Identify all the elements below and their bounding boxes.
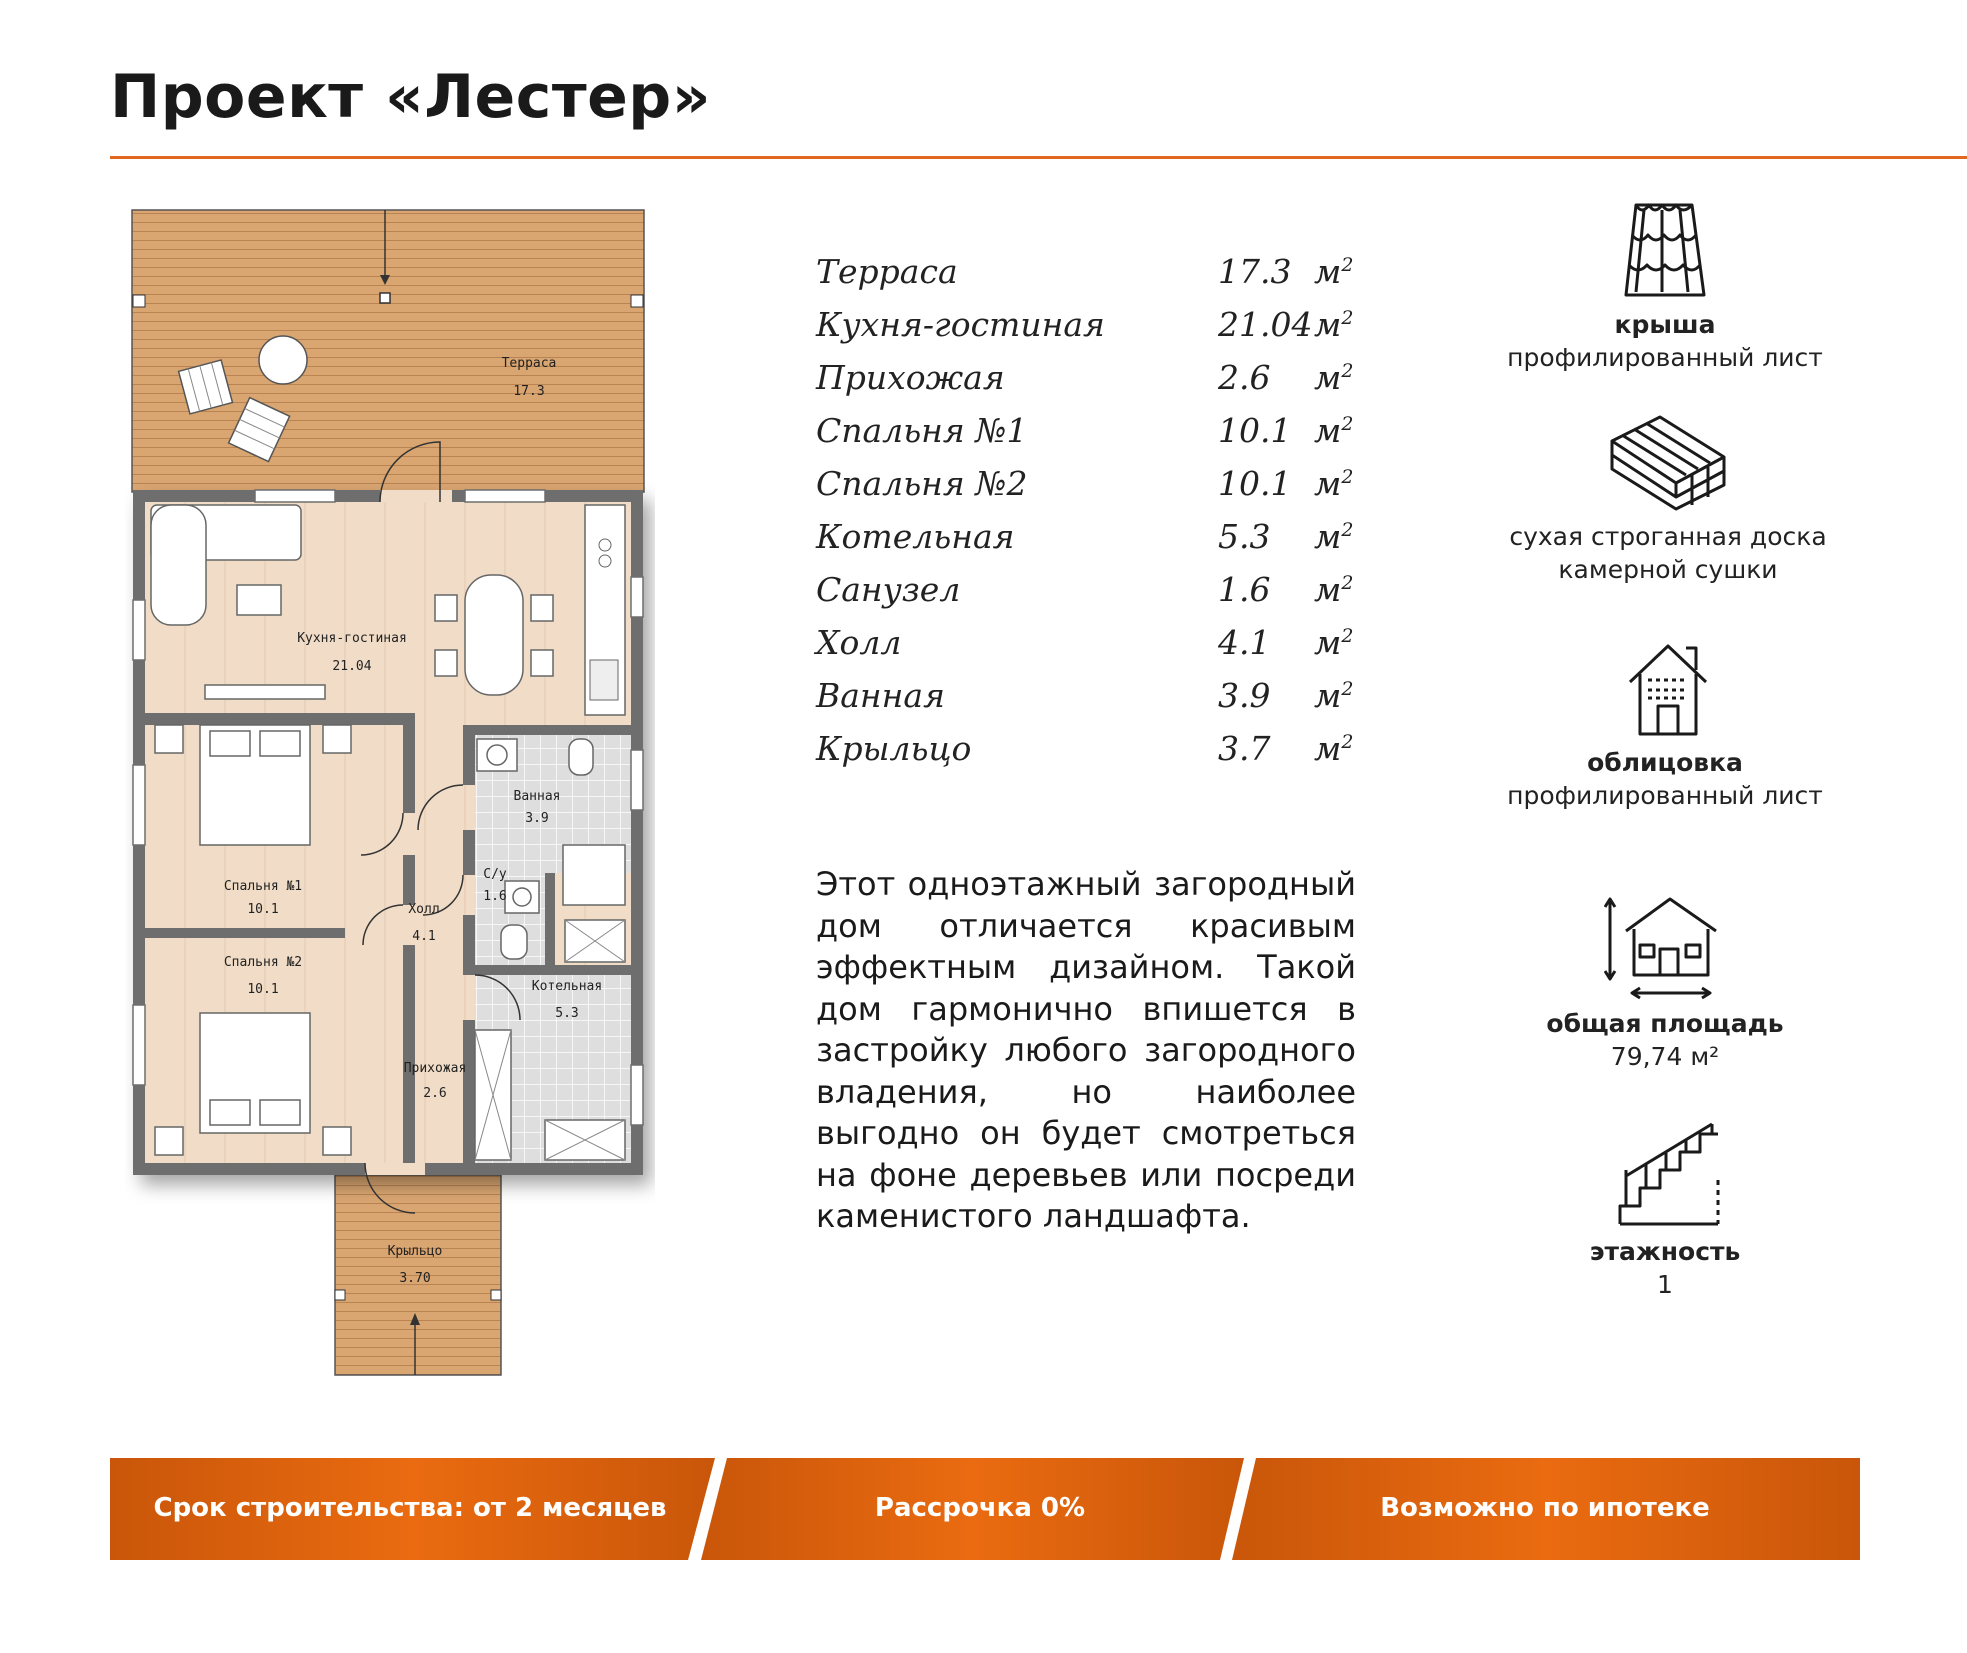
room-name: Котельная — [816, 517, 1015, 556]
room-unit: $м^2$ — [1314, 676, 1354, 715]
room-area-value: 1.6 — [1218, 570, 1271, 609]
boiler-label: Котельная — [531, 979, 603, 994]
room-name: Спальня №1 — [816, 411, 1028, 450]
entry-label: Прихожая — [403, 1061, 467, 1076]
room-row — [816, 623, 1356, 676]
room-area-value: 3.7 — [1218, 729, 1271, 768]
bedroom2-area: 10.1 — [247, 982, 279, 997]
timber-boards-icon — [1608, 413, 1728, 511]
hall-label: Холл — [408, 902, 440, 917]
feature-label: крыша — [1614, 310, 1716, 339]
hall-area: 4.1 — [412, 929, 436, 944]
bedroom1-area: 10.1 — [247, 902, 279, 917]
room-unit: $м^2$ — [1314, 358, 1354, 397]
room-name: Кухня-гостиная — [816, 305, 1105, 344]
porch-label: Крыльцо — [387, 1244, 443, 1259]
boiler-area: 5.3 — [555, 1006, 579, 1021]
room-name: Санузел — [816, 570, 961, 609]
room-area-value: 5.3 — [1218, 517, 1271, 556]
bedroom1-label: Спальня №1 — [223, 879, 303, 894]
construction-time-label: Срок строительства: от 2 месяцев — [153, 1493, 667, 1523]
installment-label: Рассрочка 0% — [874, 1493, 1086, 1523]
room-area-value: 3.9 — [1218, 676, 1271, 715]
house-cladding-icon — [1626, 640, 1710, 736]
kitchen-label: Кухня-гостиная — [297, 631, 407, 646]
room-unit: $м^2$ — [1314, 623, 1354, 662]
room-unit: $м^2$ — [1314, 252, 1354, 291]
room-row — [816, 411, 1356, 464]
bathroom-area: 3.9 — [525, 811, 549, 826]
feature-floors — [1455, 1235, 1875, 1301]
feature-area — [1455, 1007, 1875, 1073]
wc-label: С/у — [483, 867, 507, 882]
room-row — [816, 729, 1356, 782]
feature-roof — [1455, 308, 1875, 374]
page-title: Проект «Лестер» — [110, 62, 711, 132]
room-row — [816, 517, 1356, 570]
title-divider — [110, 156, 1967, 159]
room-unit: $м^2$ — [1314, 305, 1354, 344]
room-row — [816, 305, 1356, 358]
room-row — [816, 676, 1356, 729]
feature-value: 79,74 м² — [1610, 1042, 1720, 1071]
feature-label: облицовка — [1587, 748, 1743, 777]
kitchen-area: 21.04 — [332, 659, 372, 674]
room-unit: $м^2$ — [1314, 570, 1354, 609]
terrace-deck — [132, 210, 644, 492]
room-unit: $м^2$ — [1314, 411, 1354, 450]
feature-cladding — [1455, 746, 1875, 812]
roof-tiles-icon — [1622, 200, 1708, 300]
room-area-value: 17.3 — [1218, 252, 1292, 291]
house-area-icon — [1604, 895, 1724, 1005]
room-name: Холл — [816, 623, 902, 662]
feature-value: профилированный лист — [1507, 343, 1823, 372]
feature-value: 1 — [1657, 1270, 1673, 1299]
porch-area: 3.70 — [399, 1271, 431, 1286]
feature-label: этажность — [1589, 1237, 1741, 1266]
feature-label: общая площадь — [1546, 1009, 1784, 1038]
room-area-value: 10.1 — [1218, 411, 1292, 450]
room-areas-table — [816, 252, 1356, 782]
room-row — [816, 570, 1356, 623]
bathroom-label: Ванная — [513, 789, 561, 804]
room-unit: $м^2$ — [1314, 517, 1354, 556]
room-row — [816, 464, 1356, 517]
feature-line: камерной сушки — [1558, 555, 1778, 584]
terrace-area: 17.3 — [513, 384, 545, 399]
staircase-icon — [1616, 1120, 1722, 1228]
room-area-value: 4.1 — [1218, 623, 1271, 662]
house-description: Этот одноэтажный загородный дом отличается красивым эффектным дизайном. Такой дом гармонично впишется в застройку любого загородного владения, но наиболее выгодно он будет смотреться на фоне деревьев или посреди каменистого ландшафта. — [816, 865, 1356, 1235]
room-name: Крыльцо — [816, 729, 972, 768]
feature-line: сухая строганная доска — [1509, 522, 1827, 551]
terrace-label: Терраса — [501, 356, 557, 371]
room-area-value: 2.6 — [1218, 358, 1271, 397]
feature-timber — [1458, 520, 1878, 586]
floor-plan — [125, 205, 655, 1385]
room-name: Спальня №2 — [816, 464, 1028, 503]
room-unit: $м^2$ — [1314, 464, 1354, 503]
mortgage-label: Возможно по ипотеке — [1380, 1493, 1710, 1523]
room-name: Ванная — [816, 676, 945, 715]
entry-area: 2.6 — [423, 1086, 447, 1101]
room-name: Терраса — [816, 252, 958, 291]
room-name: Прихожая — [816, 358, 1005, 397]
room-row — [816, 252, 1356, 305]
feature-value: профилированный лист — [1507, 781, 1823, 810]
bedroom2-label: Спальня №2 — [223, 955, 303, 970]
room-unit: $м^2$ — [1314, 729, 1354, 768]
wc-area: 1.6 — [483, 889, 507, 904]
room-area-value: 21.04 — [1218, 305, 1313, 344]
room-area-value: 10.1 — [1218, 464, 1292, 503]
room-row — [816, 358, 1356, 411]
